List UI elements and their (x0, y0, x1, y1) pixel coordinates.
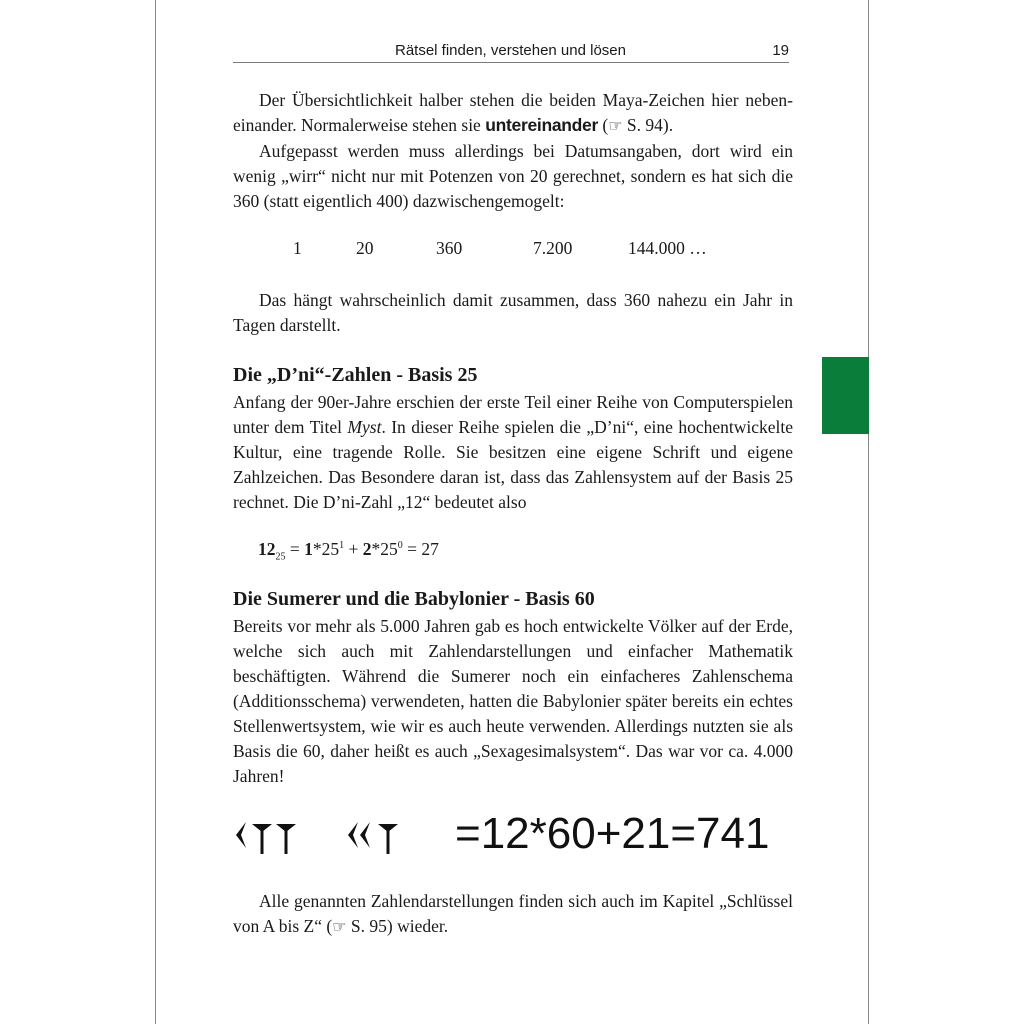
pointing-hand-icon: ☞ (332, 917, 347, 936)
text: Anfang der 90er-Jahre erschien der erste Teil einer Reihe von Computerspielen unter dem Titel (233, 392, 793, 437)
header-title: Rätsel finden, verstehen und lösen (395, 42, 626, 59)
text: *25 (312, 539, 340, 559)
formula-base: 25 (275, 551, 286, 563)
game-title: Myst (347, 417, 382, 437)
page-reference[interactable]: S. 94). (622, 115, 674, 135)
paragraph-maya-1 (233, 88, 793, 138)
text: ( (598, 115, 609, 135)
sequence-value: 1 (293, 238, 302, 258)
text: = (285, 539, 305, 559)
page-number: 19 (772, 42, 789, 59)
text: + (344, 539, 363, 559)
sequence-value: 20 (356, 238, 374, 258)
text: Alle genannten Zahlendarstellungen finden sich auch im Kapitel „Schlüssel von A bis Z“ ( (233, 891, 793, 936)
formula-exponent: 1 (339, 540, 345, 552)
paragraph-maya-3: Das hängt wahrscheinlich damit zusammen, dass 360 nahezu ein Jahr in Tagen darstellt. (233, 290, 793, 335)
text: . In dieser Reihe spielen die „D’ni“, eine hochentwickelte Kultur, eine tragende Rolle. Sie besitzen eine eigene Schrift und eigene Zahlzeichen. Das Besondere daran ist, dass das Zahlensystem auf der Basis 25 rechnet. Die D’ni-Zahl „12“ bedeutet also (233, 417, 794, 512)
sequence-value: 144.000 … (628, 238, 707, 258)
paragraph-dni (233, 390, 793, 515)
cuneiform-numeral-icon (232, 810, 304, 860)
paragraph-closing (233, 889, 793, 939)
page-reference[interactable]: S. 95) wieder. (346, 916, 449, 936)
chapter-thumb-tab (822, 357, 869, 434)
formula-digit: 2 (362, 539, 372, 559)
cuneiform-equation: =12*60+21=741 (455, 809, 770, 858)
formula-number: 12 (258, 539, 276, 559)
section-heading-dni: Die „D’ni“-Zahlen - Basis 25 (233, 364, 478, 386)
emphasis-untereinander: untereinander (485, 115, 598, 135)
running-header (233, 40, 789, 63)
text: = 27 (402, 539, 439, 559)
dni-formula (258, 539, 439, 563)
formula-exponent: 0 (397, 540, 403, 552)
section-heading-babylon: Die Sumerer und die Babylonier - Basis 60 (233, 588, 595, 610)
cuneiform-numeral-icon (346, 810, 412, 860)
paragraph-babylon: Bereits vor mehr als 5.000 Jahren gab es hoch entwickelte Völker auf der Erde, welche sich auch mit Zahlendarstellungen und einfacher Mathematik beschäftigten. Während die Sumerer noch ein einfacheres Zahlenschema (Additionsschema) verwendeten, hatten die Babylonier später bereits ein echtes Stellenwertsystem, wie wir es auch heute verwenden. Allerdings nutzten sie als Basis die 60, daher heißt es auch „Sexagesimalsystem“. Das war vor ca. 4.000 Jahren! (233, 616, 793, 786)
text: Der Übersichtlichkeit halber stehen die beiden Maya-Zeichen hier nebeneinander. Normalerweise stehen sie (233, 90, 793, 135)
formula-digit: 1 (304, 539, 313, 559)
text: *25 (371, 539, 398, 559)
sequence-value: 7.200 (533, 238, 573, 258)
sequence-value: 360 (436, 238, 463, 258)
pointing-hand-icon: ☞ (608, 116, 623, 135)
paragraph-maya-2: Aufgepasst werden muss allerdings bei Datumsangaben, dort wird ein wenig „wirr“ nicht nur mit Potenzen von 20 gerechnet, sondern es hat sich die 360 (statt eigentlich 400) dazwischengemogelt: (233, 141, 793, 211)
